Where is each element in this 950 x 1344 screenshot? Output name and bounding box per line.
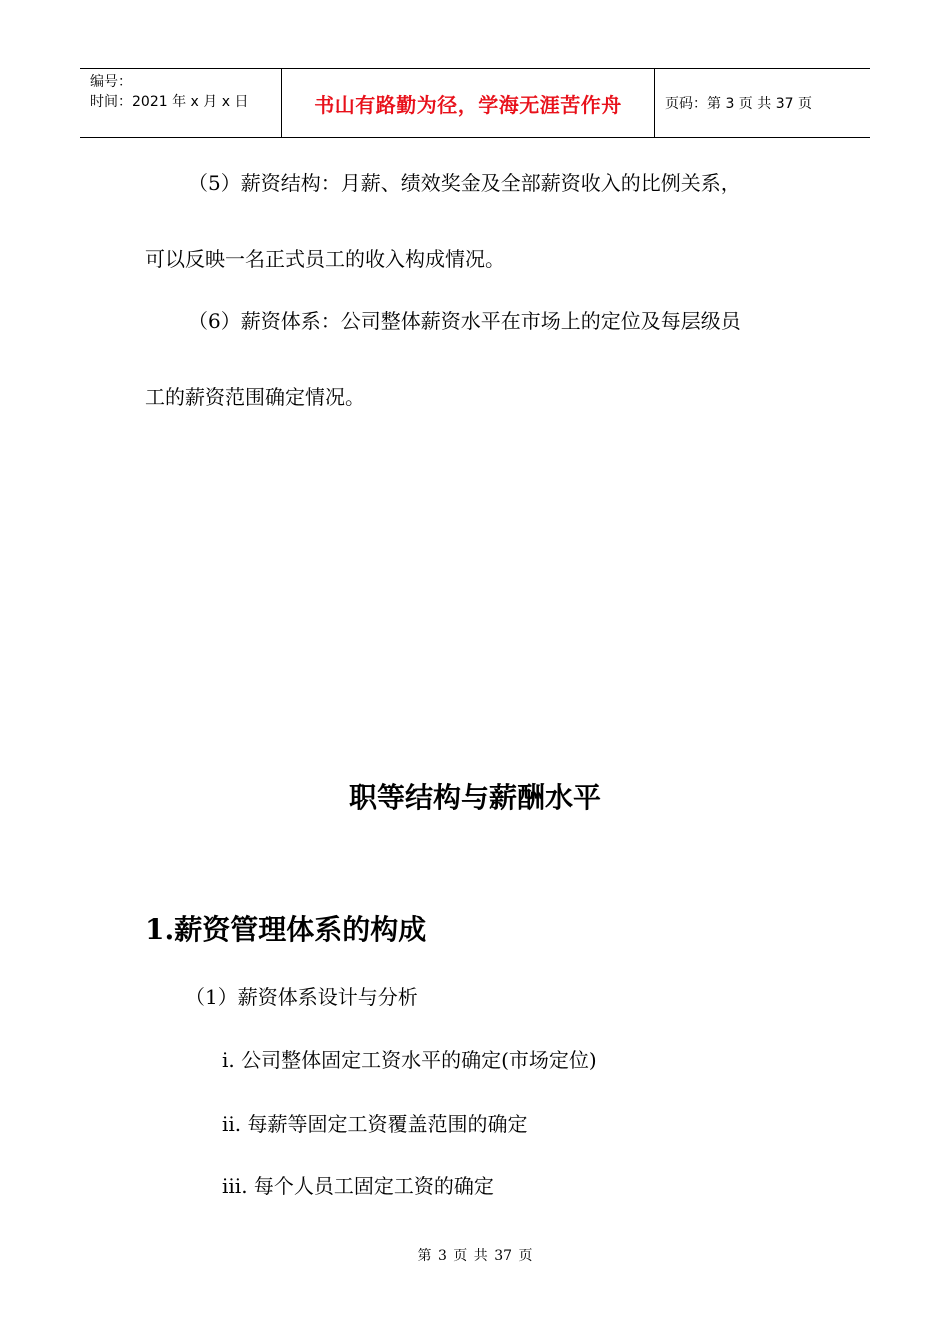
page-footer: 第 3 页 共 37 页 <box>417 1248 533 1264</box>
section-item-1: （1）薪资体系设计与分析 <box>185 985 418 1009</box>
section-subitem-ii: ⅱ. 每薪等固定工资覆盖范围的确定 <box>222 1112 528 1136</box>
paragraph-5-line-2: 可以反映一名正式员工的收入构成情况。 <box>145 247 505 271</box>
section-subitem-i: ⅰ. 公司整体固定工资水平的确定(市场定位) <box>222 1048 597 1072</box>
header-time-label: 时间：2021 年 x 月 x 日 <box>90 94 249 110</box>
header-meta <box>80 69 282 137</box>
section-subitem-iii: ⅲ. 每个人员工固定工资的确定 <box>222 1174 494 1198</box>
header-page-label: 页码：第 3 页 共 37 页 <box>665 96 812 112</box>
section-heading: 1.薪资管理体系的构成 <box>145 913 427 946</box>
page-header <box>80 68 870 138</box>
paragraph-6-line-2: 工的薪资范围确定情况。 <box>145 385 365 409</box>
header-motto: 书山有路勤为径，学海无涯苦作舟 <box>282 69 655 137</box>
page-title: 职等结构与薪酬水平 <box>348 781 601 814</box>
header-number-label: 编号： <box>90 74 132 90</box>
paragraph-5-line-1: （5）薪资结构：月薪、绩效奖金及全部薪资收入的比例关系， <box>188 171 741 195</box>
paragraph-6-line-1: （6）薪资体系：公司整体薪资水平在市场上的定位及每层级员 <box>188 309 741 333</box>
